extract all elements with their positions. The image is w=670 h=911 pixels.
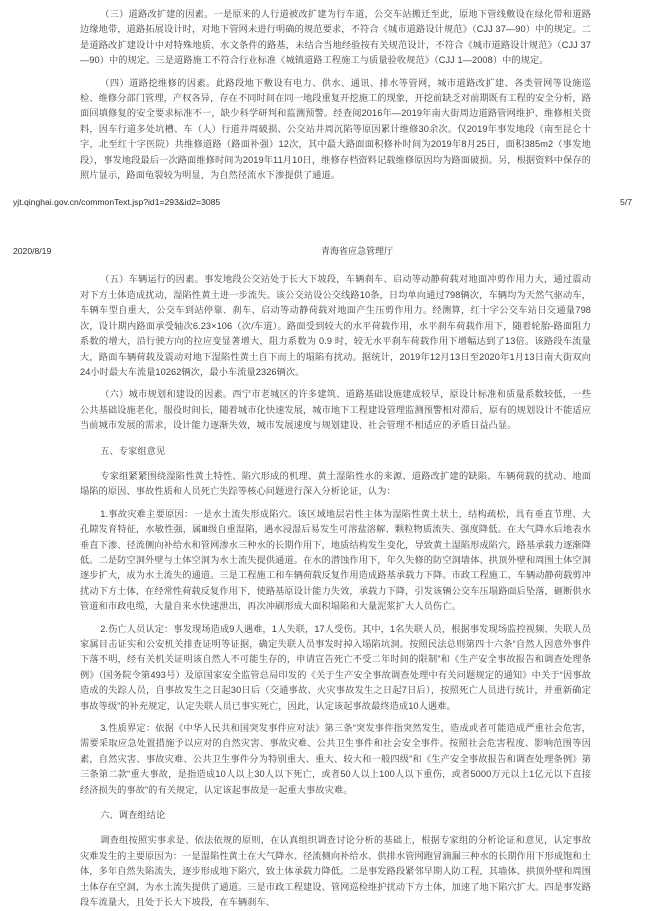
paragraph-investigation-conclusion: 调查组按照实事求是、依法依规的原则，在认真组织调查讨论分析的基础上，根据专家组的分析论证和意见，认定事故灾难发生的主要原因为：一是湿陷性黄土在大气降水、径流侧向补给水、供排水管网跑冒滴漏三种水的长期作用下形成饱和土体，多年自然失陷流失，逐步形成地下陷穴，致土体承载力降低。二是事发路段紧邻早期人防工程，其墙体、拱顶外壁和周围土体存在空洞，为水土流失提供了通道。三是市政工程建设、管网巡检维护扰动下方土体，加速了地下陷穴扩大。四是事发路段车流量大，且处于长大下坡段，在车辆刹车、 bbox=[80, 835, 591, 908]
page-number: 5/7 bbox=[620, 197, 632, 208]
paragraph-casualty-determination: 2.伤亡人员认定：事发现场造成9人遇难，1人失联，17人受伤。其中，1名失联人员，根据事发现场监控视频、失联人员家属目击证实和公安机关排查证明等证据，确定失联人员事发时掉入塌陷坑洞。按照民法总则第四十六条“自然人因意外事件下落不明，经有关机关证明该自然人不可能生存的，申请宣告死亡不受二年时间的限制”和《生产安全事故报告和调查处理条例》（国务院令第493号）及原国家安全监管总局印发的《关于生产安全事故调查处理中有关问题规定的通知》中关于“因事故造成的失踪人员，自事故发生之日起30日后（交通事故、火灾事故发生之日起7日后），按照死亡人员进行统计，并重新确定事故等级”的补充规定，认定失联人员已事实死亡，因此，认定该起事故最终造成10人遇难。 bbox=[80, 623, 591, 711]
paragraph-accident-main-cause: 1.事故灾难主要原因：一是水土流失形成陷穴。该区域地层岩性主体为湿陷性黄土状土，结构疏松，具有垂直节理、大孔隙发育特征，水敏性强，属Ⅲ级自重湿陷，遇水浸湿后易发生可溶盐溶解、颗粒物质流失、强度降低。在大气降水后地表水垂直下渗、径流侧向补给水和管网渗水三种水的长期作用下，地质结构发生变化，导致黄土湿陷形成陷穴，路基承载力逐渐降低。二是防空洞外壁与土体空洞为水土流失提供通道。在水的潜蚀作用下，年久失修的防空洞墙体、拱顶外壁和周围土体空洞逐步扩大，成为水土流失的通道。三是工程施工和车辆荷载反复作用造成路基承载力下降。市政工程施工、车辆动静荷载剪冲扰动下方土体，在经常性荷载反复作用下，使路基原设计能力失效，承载力下降，引发该辆公交车压塌路面后坠落，砸断供水管道和市政电缆，大量自来水快速泄出，再次冲刷形成大面积塌陷和大量泥浆扩大人员伤亡。 bbox=[80, 508, 591, 612]
print-footer bbox=[0, 197, 670, 208]
page5-content bbox=[0, 0, 670, 183]
print-header bbox=[0, 246, 670, 258]
site-title: 青海省应急管理厅 bbox=[320, 246, 393, 257]
paragraph-road-excavation-maintenance-factors: （四）道路挖维修的因素。此路段地下敷设有电力、供水、通讯、排水等管网，城市道路改扩建、各类管网等设施巡检、维修分部门管理，产权各异，存在不同时间在同一地段重复开挖施工的现象，开挖前缺乏对前期既有工程的安全分析，路面回填修复的安全要求标准不一，缺少科学研判和监测预警。经查阅2016年—2019年南大街周边道路管网维护、维修相关资料，因车行道多处坑槽、车（人）行道井周破损、公交站井周沉陷等原因累计维修30余次。仅2019年事发地段（南至昆仑十字，北至红十字医院）共维修道路（路面补强）12次，其中最大路面面积修补时间为2019年8月25日，面积385m2（事发地段），事发地段最后一次路面维修时间为2019年11月10日，维修存档资料记载维修原因均为路面破损。另，根据资料中保存的照片显示，路面龟裂较为明显，为自然径流水下渗提供了通道。 bbox=[80, 77, 591, 181]
paragraph-vehicle-operation-factors: （五）车辆运行的因素。事发地段公交站处于长大下坡段，车辆刹车、启动等动静荷载对地面冲剪作用力大，通过震动对下方土体造成扰动，湿陷性黄土进一步流失。该公交站设公交线路10条，日均单向通过798辆次，车辆均为天然气驱动车，车辆车型自重大，公交车到站停靠、刹车、启动等动静荷载对地面产生压剪作用力。经测算，红十字公交车站日交通量798次，设计期内路面承受轴次6.23×106（次/车道）。路面受到较大的水平荷载作用，水平刹车荷载作用下，随着轮胎-路面阻力系数的增大，沿行驶方向的拉应变显著增大，阻力系数为 0.9 时，较无水平刹车荷载作用下增幅达到了13倍。该路段车流量大，路面车辆荷载及震动对地下湿陷性黄土自下而上的塌陷有扰动。据统计，2019年12月13日至2020年1月13日南大街双向24小时最大车流量10262辆次，最小车流量2326辆次。 bbox=[80, 274, 591, 377]
heading-investigation-conclusion: 六、调查组结论 bbox=[100, 810, 166, 821]
page6-content bbox=[0, 272, 670, 910]
paragraph-nature-definition: 3.性质界定：依据《中华人民共和国突发事件应对法》第三条“突发事件指突然发生，造成或者可能造成严重社会危害，需要采取应急处置措施予以应对的自然灾害、事故灾难、公共卫生事件和社会安全事件。按照社会危害程度、影响范围等因素，自然灾害、事故灾难、公共卫生事件分为特别重大、重大、较大和一般四级”和《生产安全事故报告和调查处理条例》第三条第二款“重大事故，是指造成10人以上30人以下死亡，或者50人以上100人以下重伤，或者5000万元以上1亿元以下直接经济损失的事故”的有关规定，认定该起事故是一起重大事故灾难。 bbox=[80, 723, 591, 795]
heading-expert-opinion: 五、专家组意见 bbox=[100, 445, 166, 456]
paragraph-urban-planning-factors: （六）城市规划和建设的因素。西宁市老城区的许多建筑、道路基础设施建成较早，原设计标准和质量系数较低，一些公共基础设施老化，服役时间长，随着城市化快速发展，城市地下工程建设管理监测预警相对滞后，原有的规划设计不能适应当前城市发展的需求，设计能力逐渐失效，城市发展速度与规划建设、社会管理不相适应的矛盾日益凸显。 bbox=[80, 389, 591, 431]
source-url: yjt.qinghai.gov.cn/commonText.jsp?id1=293&id2=3085 bbox=[13, 197, 221, 208]
paragraph-road-expansion-factors: （三）道路改扩建的因素。一是原来的人行道被改扩建为行车道，公交车站搬迁至此，原地下管线敷设在绿化带和道路边缘地带，道路拓展设计时，对地下管网未进行明确的规范要求，不符合《城市道路设计规范》（CJJ 37—90）中的规定。二是道路改扩建设计中对特殊地质、水文条件的路基，未结合当地经验按有关规范设计，不符合《城市道路设计规范》（CJJ 37—90）中的规定。三是道路施工不符合行业标准《城镇道路工程施工与质量验收规范》（CJJ 1—2008）中的规定。 bbox=[80, 9, 591, 66]
print-date: 2020/8/19 bbox=[13, 246, 52, 257]
paragraph-expert-intro: 专家组紧紧围绕湿陷性黄土特性、陷穴形成的机理、黄土湿陷性水的来源、道路改扩建的缺陷、车辆荷载的扰动、地面塌陷的原因、事故性质和人员死亡失踪等核心问题进行深入分析论证，认为： bbox=[80, 470, 591, 497]
